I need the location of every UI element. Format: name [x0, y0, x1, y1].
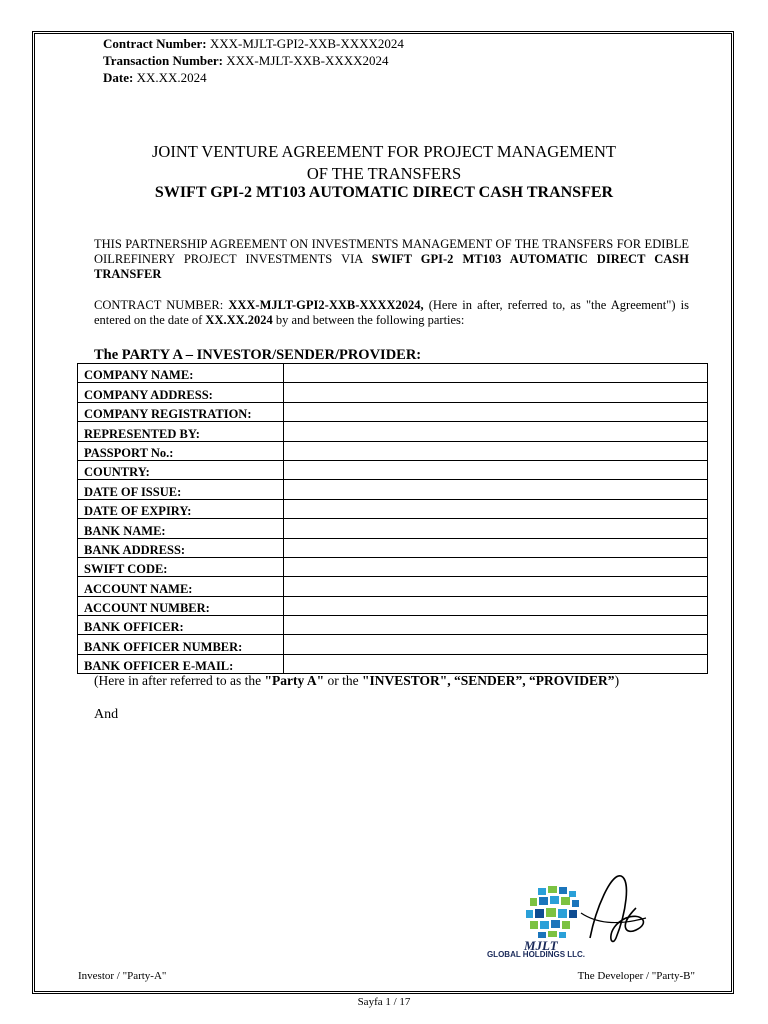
field-label: COMPANY NAME:	[78, 364, 284, 383]
contract-para-prefix: CONTRACT NUMBER:	[94, 298, 229, 312]
party-a-ref-prefix: (Here in after referred to as the	[94, 673, 265, 688]
field-label: DATE OF EXPIRY:	[78, 499, 284, 518]
and-text: And	[94, 707, 119, 722]
field-value[interactable]	[284, 460, 708, 479]
field-value[interactable]	[284, 596, 708, 615]
footer-right: The Developer / "Party-B"	[577, 970, 695, 982]
transaction-number-value: XXX-MJLT-XXB-XXXX2024	[226, 53, 389, 68]
transaction-number-label: Transaction Number:	[103, 53, 224, 68]
date-line	[103, 70, 207, 86]
contract-number-value: XXX-MJLT-GPI2-XXB-XXXX2024	[209, 36, 404, 51]
footer-left: Investor / "Party-A"	[78, 970, 167, 982]
field-value[interactable]	[284, 383, 708, 402]
field-label: COMPANY ADDRESS:	[78, 383, 284, 402]
party-a-ref-party: "Party A"	[264, 673, 325, 688]
field-value[interactable]	[284, 538, 708, 557]
party-a-table	[77, 363, 708, 674]
table-row	[78, 460, 708, 479]
logo-mark-text: MJLT	[524, 938, 558, 953]
contract-number-line	[103, 36, 404, 52]
table-row	[78, 402, 708, 421]
intro-paragraph	[94, 237, 689, 282]
signature-icon	[590, 876, 643, 942]
contract-para-number: XXX-MJLT-GPI2-XXB-XXXX2024,	[228, 298, 424, 312]
title-line-2: OF THE TRANSFERS	[306, 164, 462, 183]
intro-bold: SWIFT GPI-2 MT103 AUTOMATIC DIRECT CASH TRANSFER	[94, 252, 689, 281]
table-row	[78, 441, 708, 460]
field-label: BANK OFFICER NUMBER:	[78, 635, 284, 654]
party-a-heading-rest: PARTY A – INVESTOR/SENDER/PROVIDER:	[121, 347, 422, 363]
party-a-ref-suffix: )	[614, 673, 620, 688]
title-line-1: JOINT VENTURE AGREEMENT FOR PROJECT MANAGEMENT	[151, 142, 616, 161]
signature-stroke-icon	[581, 913, 646, 923]
field-value[interactable]	[284, 422, 708, 441]
field-label: BANK ADDRESS:	[78, 538, 284, 557]
field-label: REPRESENTED BY:	[78, 422, 284, 441]
document-title	[0, 141, 768, 185]
table-row	[78, 519, 708, 538]
page-number: Sayfa 1 / 17	[357, 996, 411, 1008]
field-label: SWIFT CODE:	[78, 557, 284, 576]
field-value[interactable]	[284, 577, 708, 596]
table-row	[78, 422, 708, 441]
table-row	[78, 538, 708, 557]
intro-text: THIS PARTNERSHIP AGREEMENT ON INVESTMENTS MANAGEMENT OF THE TRANSFERS FOR EDIBLE OILREFINERY PROJECT INVESTMENTS VIA	[94, 237, 689, 266]
date-value: XX.XX.2024	[136, 70, 207, 85]
contract-para-middle: (Here in after, referred to, as "the Agreement") is entered on the date of	[94, 298, 690, 327]
field-label: ACCOUNT NAME:	[78, 577, 284, 596]
transaction-number-line	[103, 53, 389, 69]
field-value[interactable]	[284, 499, 708, 518]
table-row	[78, 364, 708, 383]
party-a-reference	[94, 673, 619, 689]
table-row	[78, 577, 708, 596]
table-row	[78, 480, 708, 499]
field-label: BANK NAME:	[78, 519, 284, 538]
title-line-3: SWIFT GPI-2 MT103 AUTOMATIC DIRECT CASH TRANSFER	[154, 184, 614, 201]
date-label: Date:	[103, 70, 134, 85]
company-logo	[486, 868, 656, 960]
field-value[interactable]	[284, 635, 708, 654]
field-value[interactable]	[284, 441, 708, 460]
field-label: COUNTRY:	[78, 460, 284, 479]
party-a-ref-roles: "INVESTOR", “SENDER”, “PROVIDER”	[362, 673, 615, 688]
contract-paragraph	[94, 298, 689, 328]
field-label: COMPANY REGISTRATION:	[78, 402, 284, 421]
table-row	[78, 616, 708, 635]
party-a-ref-or: or the	[324, 673, 363, 688]
contract-para-date: XX.XX.2024	[205, 313, 273, 327]
field-label: BANK OFFICER E-MAIL:	[78, 654, 284, 673]
contract-number-label: Contract Number:	[103, 36, 207, 51]
field-label: PASSPORT No.:	[78, 441, 284, 460]
field-value[interactable]	[284, 654, 708, 673]
table-row	[78, 635, 708, 654]
field-value[interactable]	[284, 557, 708, 576]
contract-para-suffix: by and between the following parties:	[272, 313, 465, 327]
table-row	[78, 383, 708, 402]
field-value[interactable]	[284, 364, 708, 383]
field-value[interactable]	[284, 402, 708, 421]
table-row	[78, 596, 708, 615]
field-label: DATE OF ISSUE:	[78, 480, 284, 499]
party-a-heading-the: The	[94, 347, 122, 363]
logo-company-name: GLOBAL HOLDINGS LLC.	[486, 950, 586, 959]
table-row	[78, 557, 708, 576]
table-row	[78, 499, 708, 518]
party-a-heading	[94, 347, 421, 364]
field-value[interactable]	[284, 519, 708, 538]
field-value[interactable]	[284, 616, 708, 635]
field-label: BANK OFFICER:	[78, 616, 284, 635]
field-value[interactable]	[284, 480, 708, 499]
field-label: ACCOUNT NUMBER:	[78, 596, 284, 615]
table-row	[78, 654, 708, 673]
